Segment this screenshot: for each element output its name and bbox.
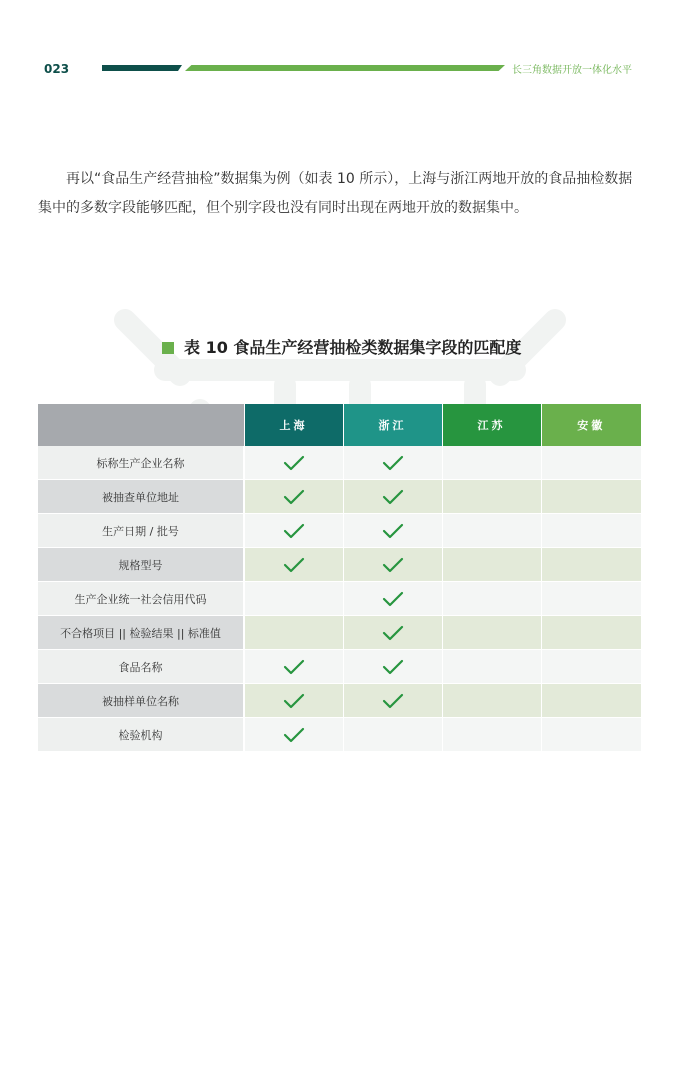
table-row [38,616,641,650]
header-title: 长三角数据开放一体化水平 [512,65,632,76]
match-cell [343,650,442,684]
match-cell [244,514,343,548]
match-cell [442,650,541,684]
match-cell [244,616,343,650]
table-row [38,684,641,718]
header-bar-green [185,65,505,71]
match-cell [541,582,641,616]
match-cell [541,480,641,514]
match-cell [541,446,641,480]
header-anhui: 安徽 [541,404,641,446]
match-cell [343,684,442,718]
match-cell [541,650,641,684]
match-cell [343,616,442,650]
field-name-cell: 检验机构 [38,718,244,752]
header-shanghai: 上海 [244,404,343,446]
field-name-cell: 生产日期 / 批号 [38,514,244,548]
field-name-cell: 被抽查单位地址 [38,480,244,514]
table-header-row [38,404,641,446]
match-cell [541,718,641,752]
match-cell [442,480,541,514]
caption-square-icon [162,342,174,354]
table-row [38,446,641,480]
check-icon [382,625,404,641]
table-row [38,718,641,752]
match-cell [343,718,442,752]
match-cell [244,548,343,582]
header-bar-dark [102,65,182,71]
check-icon [382,523,404,539]
header-zhejiang: 浙江 [343,404,442,446]
match-cell [244,650,343,684]
table-row [38,650,641,684]
match-cell [343,548,442,582]
field-name-cell: 生产企业统一社会信用代码 [38,582,244,616]
field-name-cell: 不合格项目 || 检验结果 || 标准值 [38,616,244,650]
match-cell [442,616,541,650]
field-name-cell: 标称生产企业名称 [38,446,244,480]
match-cell [343,514,442,548]
check-icon [283,557,305,573]
match-cell [244,582,343,616]
match-cell [442,446,541,480]
match-cell [244,718,343,752]
match-cell [442,582,541,616]
match-cell [244,480,343,514]
match-cell [442,718,541,752]
match-cell [541,616,641,650]
match-cell [343,446,442,480]
field-match-table [38,404,641,752]
match-cell [244,684,343,718]
check-icon [283,489,305,505]
header-field-column [38,404,244,446]
check-icon [382,489,404,505]
intro-paragraph: 再以“食品生产经营抽检”数据集为例（如表 10 所示），上海与浙江两地开放的食品抽检数据集中的多数字段能够匹配，但个别字段也没有同时出现在两地开放的数据集中。 [38,171,633,216]
header-jiangsu: 江苏 [442,404,541,446]
check-icon [283,455,305,471]
check-icon [283,523,305,539]
table-body [38,446,641,752]
field-name-cell: 规格型号 [38,548,244,582]
check-icon [382,455,404,471]
check-icon [382,557,404,573]
field-name-cell: 被抽样单位名称 [38,684,244,718]
check-icon [382,693,404,709]
match-cell [541,514,641,548]
table-row [38,548,641,582]
match-cell [442,514,541,548]
table-row [38,582,641,616]
match-cell [541,684,641,718]
table-row [38,514,641,548]
field-name-cell: 食品名称 [38,650,244,684]
match-cell [343,480,442,514]
table-caption-text: 表 10 食品生产经营抽检类数据集字段的匹配度 [184,338,522,357]
check-icon [283,693,305,709]
match-cell [442,684,541,718]
check-icon [382,591,404,607]
check-icon [382,659,404,675]
table-caption [162,335,521,358]
match-cell [541,548,641,582]
check-icon [283,659,305,675]
page-number: 023 [44,62,70,76]
check-icon [283,727,305,743]
match-cell [244,446,343,480]
table-row [38,480,641,514]
match-cell [442,548,541,582]
match-cell [343,582,442,616]
